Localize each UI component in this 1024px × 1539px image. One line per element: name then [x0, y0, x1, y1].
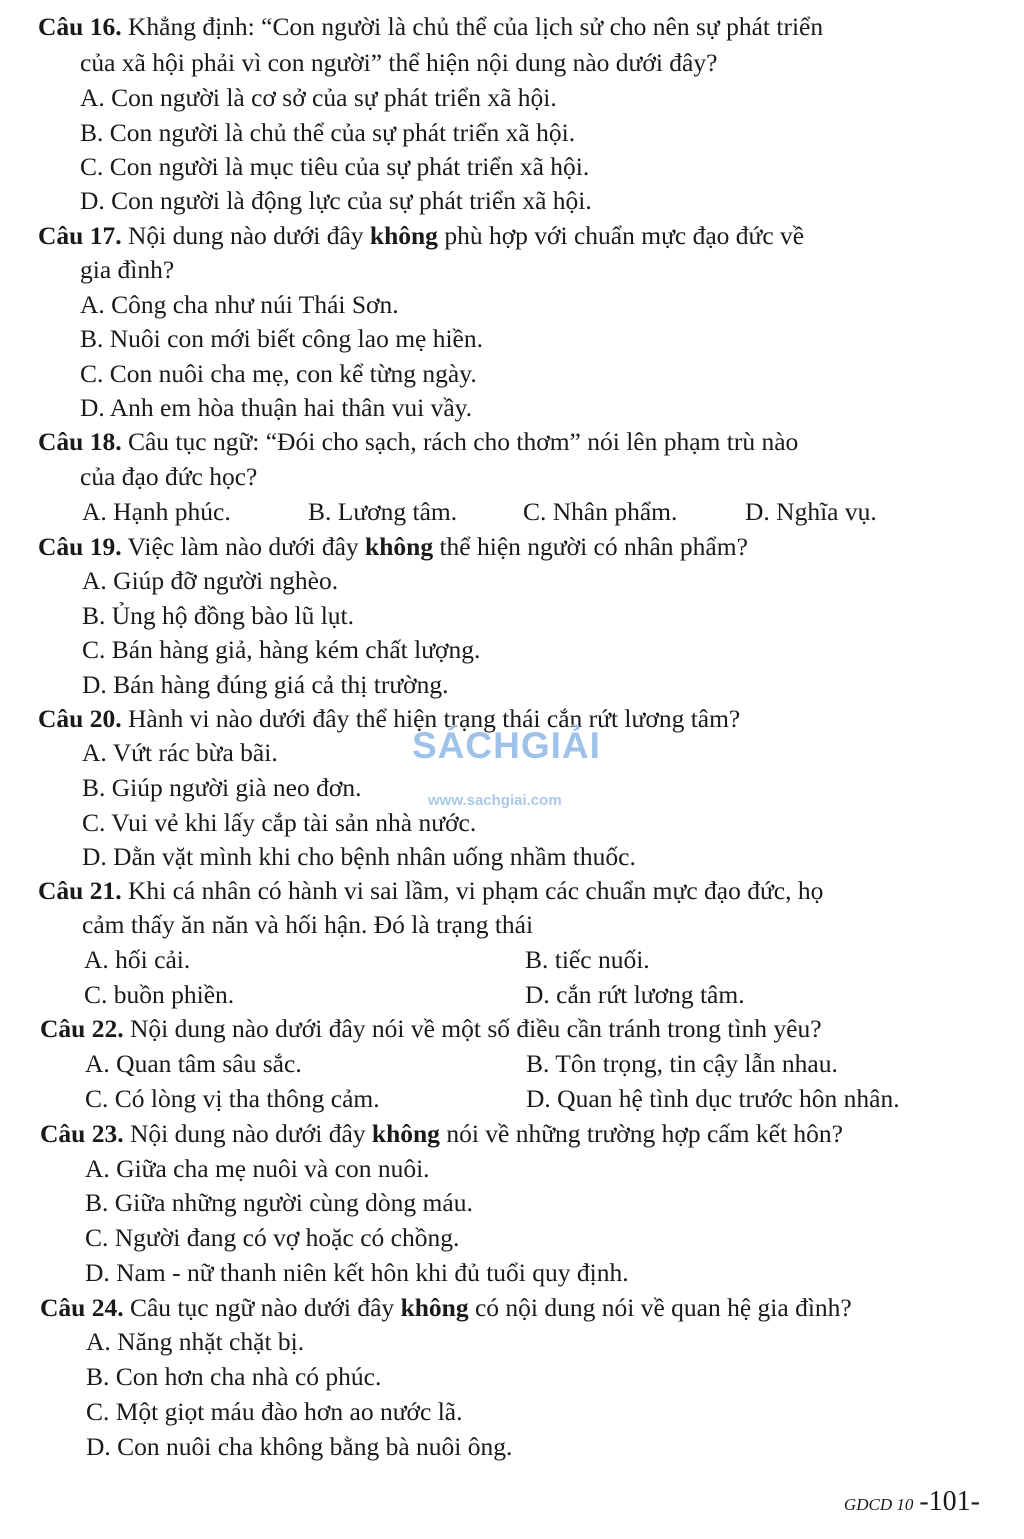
- watermark-url: www.sachgiai.com: [428, 792, 562, 809]
- question-stem-text: phù hợp với chuẩn mực đạo đức về: [444, 221, 805, 250]
- option-b: B. Con người là chủ thể của sự phát triển xã hội.: [80, 118, 576, 147]
- question-number: Câu 18.: [38, 427, 122, 456]
- question-stem-text: có nội dung nói về quan hệ gia đình?: [474, 1293, 852, 1322]
- option-b: B. Giữa những người cùng dòng máu.: [85, 1188, 473, 1217]
- option-d: D. Nam - nữ thanh niên kết hôn khi đủ tuổi quy định.: [85, 1258, 629, 1287]
- question-23-stem-line-1: [40, 1117, 843, 1151]
- option-d: D. Con nuôi cha không bằng bà nuôi ông.: [86, 1432, 513, 1461]
- option-b: B. Con hơn cha nhà có phúc.: [86, 1362, 382, 1391]
- question-stem-text: Khi cá nhân có hành vi sai lầm, vi phạm các chuẩn mực đạo đức, họ: [127, 876, 824, 905]
- question-number: Câu 23.: [40, 1119, 124, 1148]
- question-stem-text: Nội dung nào dưới đây: [127, 221, 364, 250]
- option-c: C. Con nuôi cha mẹ, con kể từng ngày.: [80, 359, 477, 388]
- footer-subject-label: GDCD 10: [843, 1495, 914, 1514]
- option-a: A. Công cha như núi Thái Sơn.: [80, 290, 399, 319]
- question-stem-text: Nội dung nào dưới đây: [129, 1119, 366, 1148]
- option-c: C. Người đang có vợ hoặc có chồng.: [85, 1223, 460, 1252]
- question-number: Câu 19.: [38, 532, 122, 561]
- watermark: [412, 722, 622, 812]
- negation-keyword: không: [400, 1293, 469, 1322]
- option-a: A. Giúp đỡ người nghèo.: [82, 566, 339, 595]
- option-b: B. Nuôi con mới biết công lao mẹ hiền.: [80, 324, 483, 353]
- negation-keyword: không: [371, 1119, 440, 1148]
- option-c: C. Bán hàng giả, hàng kém chất lượng.: [82, 635, 481, 664]
- question-number: Câu 16.: [38, 12, 122, 41]
- option-d: D. Bán hàng đúng giá cả thị trường.: [82, 670, 449, 699]
- page-footer: [844, 1486, 980, 1518]
- option-a: A. Giữa cha mẹ nuôi và con nuôi.: [85, 1154, 430, 1183]
- option-a: A. Năng nhặt chặt bị.: [86, 1327, 305, 1356]
- option-c: C. buồn phiền.: [84, 980, 235, 1009]
- question-number: Câu 17.: [38, 221, 122, 250]
- negation-keyword: không: [369, 221, 438, 250]
- option-d: D. Nghĩa vụ.: [745, 497, 877, 526]
- option-a: A. Quan tâm sâu sắc.: [85, 1049, 302, 1078]
- option-d: D. Quan hệ tình dục trước hôn nhân.: [526, 1084, 900, 1113]
- option-a: A. Hạnh phúc.: [82, 497, 231, 526]
- option-b: B. tiếc nuối.: [525, 945, 650, 974]
- negation-keyword: không: [365, 532, 434, 561]
- question-stem-text: Việc làm nào dưới đây: [127, 532, 359, 561]
- option-d: D. Dằn vặt mình khi cho bệnh nhân uống nhầm thuốc.: [82, 842, 636, 871]
- question-number: Câu 22.: [40, 1014, 124, 1043]
- question-stem-text: Câu tục ngữ nào dưới đây: [129, 1293, 395, 1322]
- question-16-stem-line-2: của xã hội phải vì con người” thể hiện nội dung nào dưới đây?: [80, 48, 718, 77]
- option-c: C. Một giọt máu đào hơn ao nước lã.: [86, 1397, 463, 1426]
- option-a: A. Con người là cơ sở của sự phát triển xã hội.: [80, 83, 557, 112]
- question-17-stem-line-1: [38, 219, 804, 253]
- watermark-brand: SÁCHGIẢI: [412, 725, 601, 766]
- option-b: B. Ủng hộ đồng bào lũ lụt.: [82, 601, 354, 630]
- option-b: B. Giúp người già neo đơn.: [82, 773, 362, 802]
- option-a: A. hối cải.: [84, 945, 191, 974]
- option-c: C. Vui vẻ khi lấy cắp tài sản nhà nước.: [82, 808, 477, 837]
- question-16-stem-line-1: [38, 10, 823, 44]
- question-stem-text: Hành vi nào dưới đây thể hiện trạng thái cắn rứt lương tâm?: [127, 704, 741, 733]
- option-c: C. Con người là mục tiêu của sự phát triển xã hội.: [80, 152, 590, 181]
- question-18-stem-line-1: [38, 425, 798, 459]
- question-number: Câu 24.: [40, 1293, 124, 1322]
- question-stem-text: Khẳng định: “Con người là chủ thể của lịch sử cho nên sự phát triển: [127, 12, 824, 41]
- option-d: D. Anh em hòa thuận hai thân vui vầy.: [80, 393, 473, 422]
- page-number: -101-: [919, 1486, 980, 1517]
- question-stem-text: Câu tục ngữ: “Đói cho sạch, rách cho thơm” nói lên phạm trù nào: [127, 427, 799, 456]
- question-22-stem-line-1: [40, 1012, 822, 1046]
- question-21-stem-line-1: [38, 874, 823, 908]
- question-number: Câu 20.: [38, 704, 122, 733]
- question-stem-text: nói về những trường hợp cấm kết hôn?: [446, 1119, 843, 1148]
- question-20-stem-line-1: [38, 702, 740, 736]
- option-a: A. Vứt rác bừa bãi.: [82, 738, 278, 767]
- option-d: D. cắn rứt lương tâm.: [525, 980, 745, 1009]
- option-b: B. Tôn trọng, tin cậy lẫn nhau.: [526, 1049, 838, 1078]
- question-21-stem-line-2: cảm thấy ăn năn và hối hận. Đó là trạng thái: [82, 910, 534, 939]
- option-c: C. Có lòng vị tha thông cảm.: [85, 1084, 380, 1113]
- option-d: D. Con người là động lực của sự phát triển xã hội.: [80, 186, 592, 215]
- question-19-stem-line-1: [38, 530, 748, 564]
- question-number: Câu 21.: [38, 876, 122, 905]
- option-c: C. Nhân phẩm.: [523, 497, 678, 526]
- question-stem-text: thể hiện người có nhân phẩm?: [439, 532, 748, 561]
- question-18-stem-line-2: của đạo đức học?: [80, 462, 258, 491]
- question-stem-text: Nội dung nào dưới đây nói về một số điều cần tránh trong tình yêu?: [129, 1014, 822, 1043]
- question-24-stem-line-1: [40, 1291, 852, 1325]
- option-b: B. Lương tâm.: [308, 497, 458, 526]
- question-17-stem-line-2: gia đình?: [80, 255, 175, 284]
